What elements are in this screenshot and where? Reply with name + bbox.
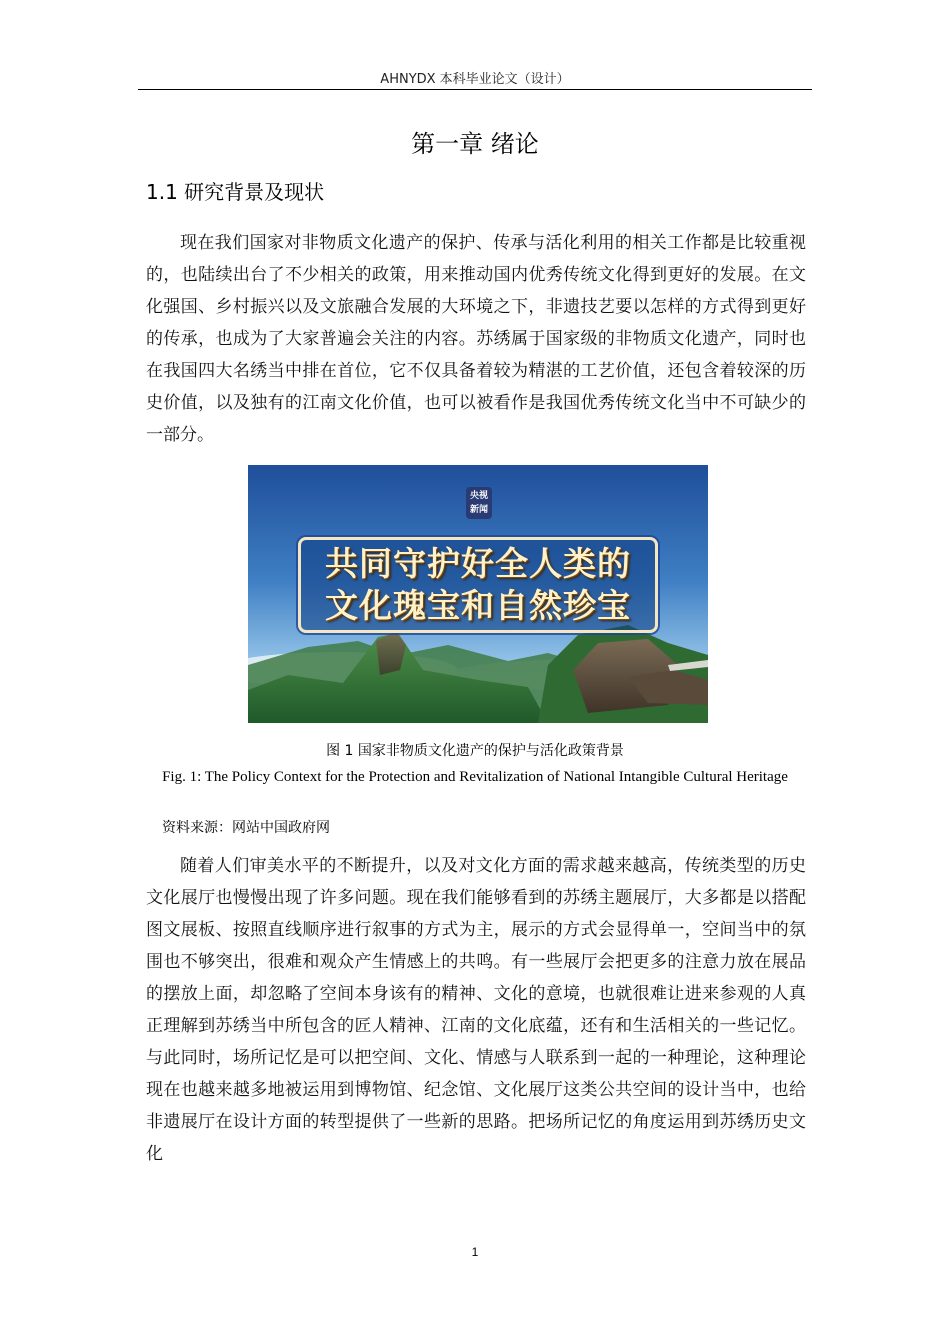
banner-line-1: 共同守护好全人类的 xyxy=(325,544,631,583)
figure-caption-english: Fig. 1: The Policy Context for the Protection and Revitalization of National Intangible Cultural Heritage xyxy=(162,769,788,785)
body-paragraph-1: 现在我们国家对非物质文化遗产的保护、传承与活化利用的相关工作都是比较重视的，也陆续出台了不少相关的政策，用来推动国内优秀传统文化得到更好的发展。在文化强国、乡村振兴以及文旅融合发展的大环境之下，非遗技艺要以怎样的方式得到更好的传承，也成为了大家普遍会关注的内容。苏绣属于国家级的非物质文化遗产，同时也在我国四大名绣当中排在首位，它不仅具备着较为精湛的工艺价值，还包含着较深的历史价值，以及独有的江南文化价值，也可以被看作是我国优秀传统文化当中不可缺少的一部分。 xyxy=(146,233,806,445)
section-title: 1.1 研究背景及现状 xyxy=(146,180,325,204)
figure-source-note: 资料来源：网站中国政府网 xyxy=(162,820,330,836)
badge-line-1: 央视 xyxy=(469,491,488,501)
figure-banner xyxy=(298,537,658,633)
figure-caption-chinese: 图 1 国家非物质文化遗产的保护与活化政策背景 xyxy=(326,743,624,759)
running-header: AHNYDX 本科毕业论文（设计） xyxy=(380,72,570,87)
chapter-title: 第一章 绪论 xyxy=(411,130,539,158)
banner-line-2: 文化瑰宝和自然珍宝 xyxy=(325,586,631,625)
header-rule xyxy=(138,89,812,90)
badge-line-2: 新闻 xyxy=(469,505,488,515)
body-paragraph-2: 随着人们审美水平的不断提升，以及对文化方面的需求越来越高，传统类型的历史文化展厅也慢慢出现了许多问题。现在我们能够看到的苏绣主题展厅，大多都是以搭配图文展板、按照直线顺序进行叙事的方式为主，展示的方式会显得单一，空间当中的氛围也不够突出，很难和观众产生情感上的共鸣。有一些展厅会把更多的注意力放在展品的摆放上面，却忽略了空间本身该有的精神、文化的意境，也就很难让进来参观的人真正理解到苏绣当中所包含的匠人精神、江南的文化底蕴，还有和生活相关的一些记忆。与此同时，场所记忆是可以把空间、文化、情感与人联系到一起的一种理论，这种理论现在也越来越多地被运用到博物馆、纪念馆、文化展厅这类公共空间的设计当中，也给非遗展厅在设计方面的转型提供了一些新的思路。把场所记忆的角度运用到苏绣历史文化 xyxy=(146,856,806,1164)
news-logo-badge xyxy=(466,487,492,519)
page-number: 1 xyxy=(471,1245,479,1259)
figure-image xyxy=(248,465,708,723)
